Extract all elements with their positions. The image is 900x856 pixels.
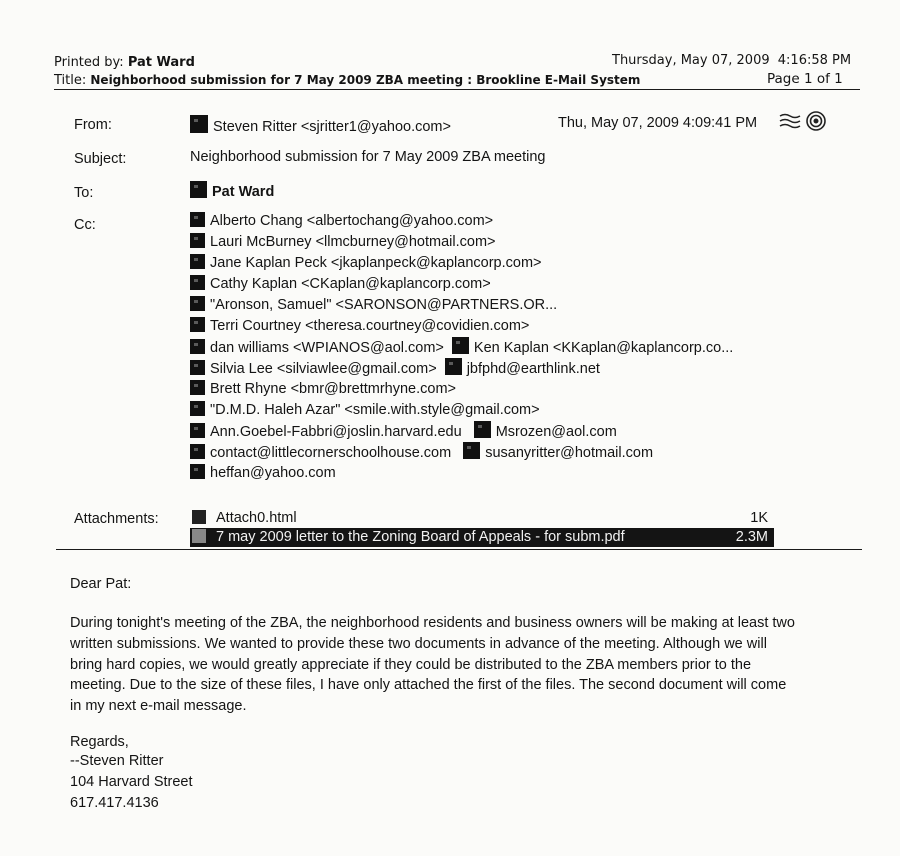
cc-line bbox=[190, 358, 600, 379]
paragraph-line: During tonight's meeting of the ZBA, the neighborhood residents and business owners will be making at least two bbox=[70, 615, 795, 631]
cc-line bbox=[190, 316, 529, 337]
cc-recipient: Lauri McBurney <llmcburney@hotmail.com> bbox=[210, 234, 496, 250]
attachment-row[interactable] bbox=[190, 509, 774, 528]
cc-recipient: Cathy Kaplan <CKaplan@kaplancorp.com> bbox=[210, 276, 491, 292]
to-label: To: bbox=[74, 185, 94, 201]
cc-line bbox=[190, 211, 493, 232]
subject-label: Subject: bbox=[74, 151, 127, 167]
contact-icon bbox=[474, 421, 491, 438]
cc-recipient: "D.M.D. Haleh Azar" <smile.with.style@gmail.com> bbox=[210, 402, 540, 418]
attachment-size: 2.3M bbox=[735, 529, 768, 545]
cc-recipient: Silvia Lee <silviawlee@gmail.com> bbox=[210, 361, 437, 377]
pdf-file-icon bbox=[192, 529, 206, 543]
cc-line bbox=[190, 337, 733, 358]
cc-recipient: Ken Kaplan <KKaplan@kaplancorp.co... bbox=[473, 340, 734, 356]
greeting: Dear Pat: bbox=[70, 576, 132, 592]
contact-icon bbox=[190, 233, 205, 248]
to-field bbox=[190, 181, 274, 200]
printed-by bbox=[54, 55, 195, 70]
from-label: From: bbox=[74, 117, 112, 133]
contact-icon bbox=[190, 275, 205, 290]
cc-line bbox=[190, 379, 456, 400]
envelope-stamp-icon bbox=[778, 110, 828, 132]
title-label: Title: bbox=[54, 73, 87, 88]
printed-time: 4:16:58 PM bbox=[777, 53, 852, 68]
signature-phone: 617.417.4136 bbox=[70, 794, 159, 811]
from-field bbox=[190, 115, 451, 135]
cc-line bbox=[190, 463, 336, 484]
contact-icon bbox=[190, 181, 207, 198]
contact-icon bbox=[190, 444, 205, 459]
cc-line bbox=[190, 421, 617, 442]
contact-icon bbox=[190, 360, 205, 375]
cc-recipient: jbfphd@earthlink.net bbox=[466, 361, 600, 377]
cc-line bbox=[190, 232, 496, 253]
cc-line bbox=[190, 253, 542, 274]
cc-line bbox=[190, 274, 491, 295]
paragraph-line: in my next e-mail message. bbox=[70, 698, 247, 715]
contact-icon bbox=[463, 442, 480, 459]
contact-icon bbox=[190, 339, 205, 354]
signature bbox=[70, 751, 870, 813]
cc-recipient: Terri Courtney <theresa.courtney@covidien.com> bbox=[210, 318, 530, 334]
attachment-row-selected[interactable] bbox=[190, 528, 774, 547]
contact-icon bbox=[190, 401, 205, 416]
cc-recipient: "Aronson, Samuel" <SARONSON@PARTNERS.OR... bbox=[210, 297, 558, 313]
cc-recipient: heffan@yahoo.com bbox=[210, 465, 336, 481]
title-line bbox=[54, 73, 640, 88]
cc-line bbox=[190, 400, 540, 421]
contact-icon bbox=[190, 212, 205, 227]
contact-icon bbox=[190, 423, 205, 438]
cc-recipient: susanyritter@hotmail.com bbox=[485, 445, 654, 461]
contact-icon bbox=[190, 380, 205, 395]
cc-recipient: contact@littlecornerschoolhouse.com bbox=[210, 445, 452, 461]
subject-value: Neighborhood submission for 7 May 2009 ZBA meeting bbox=[190, 149, 546, 165]
cc-recipient: dan williams <WPIANOS@aol.com> bbox=[210, 340, 444, 356]
attachment-size: 1K bbox=[750, 510, 768, 526]
paragraph-line: meeting. Due to the size of these files, I have only attached the first of the files. The second document will come bbox=[70, 677, 787, 694]
printed-by-name: Pat Ward bbox=[127, 55, 195, 70]
printed-date: Thursday, May 07, 2009 bbox=[612, 53, 770, 68]
printed-by-label: Printed by: bbox=[54, 55, 124, 70]
cc-recipient: Brett Rhyne <bmr@brettmrhyne.com> bbox=[210, 381, 457, 397]
contact-icon bbox=[190, 317, 205, 332]
cc-recipient: Ann.Goebel-Fabbri@joslin.harvard.edu bbox=[210, 424, 462, 440]
page-number: Page 1 of 1 bbox=[767, 71, 843, 87]
signature-name: --Steven Ritter bbox=[70, 753, 164, 769]
cc-recipient: Msrozen@aol.com bbox=[495, 424, 617, 440]
cc-recipient: Jane Kaplan Peck <jkaplanpeck@kaplancorp.com> bbox=[210, 255, 542, 271]
cc-recipient: Alberto Chang <albertochang@yahoo.com> bbox=[210, 213, 494, 229]
contact-icon bbox=[190, 296, 205, 311]
attachment-name: 7 may 2009 letter to the Zoning Board of Appeals - for subm.pdf bbox=[216, 529, 625, 545]
contact-icon bbox=[452, 337, 469, 354]
from-value: Steven Ritter <sjritter1@yahoo.com> bbox=[213, 119, 451, 135]
contact-icon bbox=[190, 254, 205, 269]
sender-avatar-icon bbox=[190, 115, 208, 133]
paragraph-line: bring hard copies, we would greatly appreciate if they could be distributed to the ZBA members prior to the bbox=[70, 656, 752, 673]
cc-line bbox=[190, 442, 653, 463]
attachment-name: Attach0.html bbox=[216, 510, 297, 526]
body-divider bbox=[56, 549, 862, 550]
contact-icon bbox=[445, 358, 462, 375]
title-value: Neighborhood submission for 7 May 2009 ZBA meeting : Brookline E-Mail System bbox=[90, 73, 641, 87]
signature-address: 104 Harvard Street bbox=[70, 773, 193, 790]
attachments-label: Attachments: bbox=[74, 511, 159, 527]
cc-line bbox=[190, 295, 557, 316]
cc-label: Cc: bbox=[74, 217, 96, 233]
printed-datetime bbox=[612, 53, 851, 68]
html-file-icon bbox=[192, 510, 206, 524]
contact-icon bbox=[190, 464, 205, 479]
closing: Regards, bbox=[70, 734, 129, 750]
sent-datetime: Thu, May 07, 2009 4:09:41 PM bbox=[558, 115, 758, 131]
to-value: Pat Ward bbox=[212, 184, 275, 200]
message-paragraph bbox=[70, 613, 870, 717]
header-divider bbox=[54, 89, 860, 90]
paragraph-line: written submissions. We wanted to provide these two documents in advance of the meeting. Although we will bbox=[70, 635, 767, 652]
